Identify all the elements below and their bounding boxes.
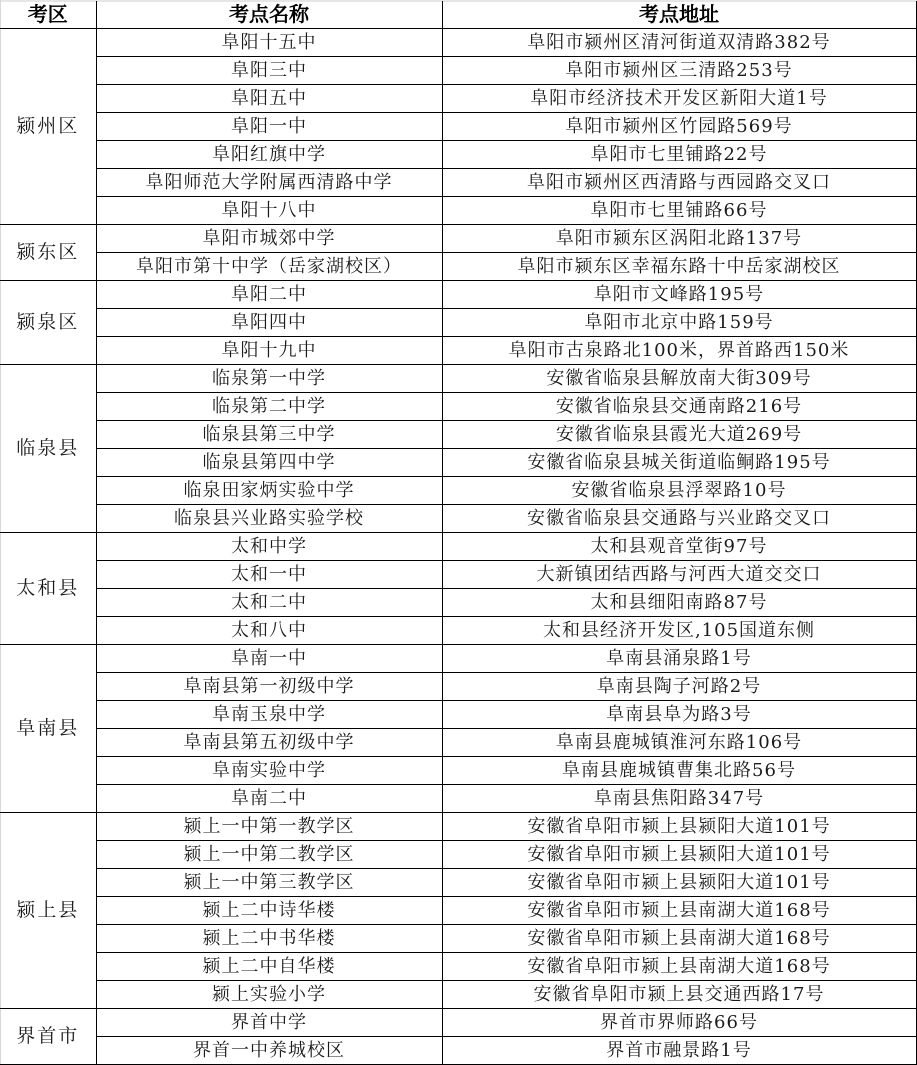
table-row — [0, 141, 916, 169]
venue-address-cell: 界首市界师路66号 — [442, 1009, 916, 1037]
venue-name-cell: 临泉县兴业路实验学校 — [96, 505, 442, 533]
table-row — [0, 169, 916, 197]
table-body — [0, 29, 916, 1065]
table-row — [0, 29, 916, 57]
district-cell: 颍泉区 — [0, 281, 96, 365]
venue-address-cell: 安徽省阜阳市颍上县南湖大道168号 — [442, 897, 916, 925]
table-row — [0, 533, 916, 561]
venue-name-cell: 阜南实验中学 — [96, 757, 442, 785]
district-cell: 太和县 — [0, 533, 96, 645]
venue-address-cell: 阜南县涌泉路1号 — [442, 645, 916, 673]
table-row — [0, 393, 916, 421]
venue-address-cell: 安徽省临泉县交通路与兴业路交叉口 — [442, 505, 916, 533]
table-row — [0, 617, 916, 645]
venue-name-cell: 阜阳十五中 — [96, 29, 442, 57]
venue-name-cell: 阜阳二中 — [96, 281, 442, 309]
venue-name-cell: 太和中学 — [96, 533, 442, 561]
table-row — [0, 57, 916, 85]
venue-address-cell: 安徽省临泉县城关街道临鲖路195号 — [442, 449, 916, 477]
district-cell: 临泉县 — [0, 365, 96, 533]
venue-name-cell: 太和二中 — [96, 589, 442, 617]
table-row — [0, 813, 916, 841]
venue-name-cell: 颍上实验小学 — [96, 981, 442, 1009]
venue-name-cell: 界首中学 — [96, 1009, 442, 1037]
venue-address-cell: 安徽省临泉县浮翠路10号 — [442, 477, 916, 505]
venue-address-cell: 安徽省阜阳市颍上县颍阳大道101号 — [442, 869, 916, 897]
table-row — [0, 673, 916, 701]
venue-address-cell: 阜南县阜为路3号 — [442, 701, 916, 729]
venue-address-cell: 阜南县陶子河路2号 — [442, 673, 916, 701]
venue-address-cell: 阜南县鹿城镇曹集北路56号 — [442, 757, 916, 785]
venue-address-cell: 界首市融景路1号 — [442, 1037, 916, 1065]
venue-address-cell: 安徽省阜阳市颍上县交通西路17号 — [442, 981, 916, 1009]
venue-name-cell: 临泉县第四中学 — [96, 449, 442, 477]
venue-name-cell: 阜阳红旗中学 — [96, 141, 442, 169]
venue-name-cell: 阜阳三中 — [96, 57, 442, 85]
table-row — [0, 85, 916, 113]
table-row — [0, 281, 916, 309]
header-row — [0, 1, 916, 29]
table-row — [0, 757, 916, 785]
venue-address-cell: 阜阳市北京中路159号 — [442, 309, 916, 337]
venue-name-cell: 阜阳四中 — [96, 309, 442, 337]
venue-address-cell: 安徽省阜阳市颍上县南湖大道168号 — [442, 925, 916, 953]
header-venue-address: 考点地址 — [442, 1, 916, 29]
table-row — [0, 897, 916, 925]
venue-address-cell: 阜阳市颍东区幸福东路十中岳家湖校区 — [442, 253, 916, 281]
venue-name-cell: 阜阳市城郊中学 — [96, 225, 442, 253]
venue-address-cell: 太和县经济开发区,105国道东侧 — [442, 617, 916, 645]
district-cell: 界首市 — [0, 1009, 96, 1065]
venue-address-cell: 阜阳市颍州区三清路253号 — [442, 57, 916, 85]
table-row — [0, 225, 916, 253]
venue-name-cell: 阜阳一中 — [96, 113, 442, 141]
table-row — [0, 925, 916, 953]
venue-address-cell: 阜阳市文峰路195号 — [442, 281, 916, 309]
venue-address-cell: 阜阳市七里铺路22号 — [442, 141, 916, 169]
venue-name-cell: 阜阳师范大学附属西清路中学 — [96, 169, 442, 197]
table-row — [0, 337, 916, 365]
venue-name-cell: 阜阳市第十中学（岳家湖校区） — [96, 253, 442, 281]
venue-name-cell: 阜南玉泉中学 — [96, 701, 442, 729]
venue-address-cell: 阜阳市经济技术开发区新阳大道1号 — [442, 85, 916, 113]
header-venue-name: 考点名称 — [96, 1, 442, 29]
venue-address-cell: 阜阳市颍东区涡阳北路137号 — [442, 225, 916, 253]
venue-address-cell: 安徽省阜阳市颍上县颍阳大道101号 — [442, 813, 916, 841]
venue-address-cell: 安徽省临泉县交通南路216号 — [442, 393, 916, 421]
venue-name-cell: 阜阳十八中 — [96, 197, 442, 225]
venue-name-cell: 阜南县第五初级中学 — [96, 729, 442, 757]
venue-address-cell: 大新镇团结西路与河西大道交交口 — [442, 561, 916, 589]
venue-name-cell: 颍上一中第一教学区 — [96, 813, 442, 841]
table-row — [0, 1009, 916, 1037]
table-row — [0, 113, 916, 141]
venue-address-cell: 阜南县鹿城镇淮河东路106号 — [442, 729, 916, 757]
table-row — [0, 841, 916, 869]
table-row — [0, 1037, 916, 1065]
table-row — [0, 645, 916, 673]
table-row — [0, 365, 916, 393]
table-row — [0, 253, 916, 281]
venue-address-cell: 阜阳市颍州区西清路与西园路交叉口 — [442, 169, 916, 197]
district-cell: 阜南县 — [0, 645, 96, 813]
table-row — [0, 197, 916, 225]
district-cell: 颍州区 — [0, 29, 96, 225]
venue-name-cell: 颍上一中第三教学区 — [96, 869, 442, 897]
venue-address-cell: 太和县细阳南路87号 — [442, 589, 916, 617]
venue-name-cell: 界首一中养城校区 — [96, 1037, 442, 1065]
table-row — [0, 309, 916, 337]
district-cell: 颍上县 — [0, 813, 96, 1009]
venue-name-cell: 临泉县第三中学 — [96, 421, 442, 449]
table-row — [0, 869, 916, 897]
venue-address-cell: 安徽省阜阳市颍上县南湖大道168号 — [442, 953, 916, 981]
venue-address-cell: 阜阳市七里铺路66号 — [442, 197, 916, 225]
venue-address-cell: 太和县观音堂街97号 — [442, 533, 916, 561]
table-row — [0, 729, 916, 757]
venue-name-cell: 阜南一中 — [96, 645, 442, 673]
venue-name-cell: 临泉第一中学 — [96, 365, 442, 393]
venue-address-cell: 阜阳市古泉路北100米，界首路西150米 — [442, 337, 916, 365]
venue-address-cell: 阜南县焦阳路347号 — [442, 785, 916, 813]
table-row — [0, 449, 916, 477]
venue-name-cell: 阜南二中 — [96, 785, 442, 813]
venue-name-cell: 临泉第二中学 — [96, 393, 442, 421]
venue-name-cell: 阜阳十九中 — [96, 337, 442, 365]
venue-address-cell: 阜阳市颍州区竹园路569号 — [442, 113, 916, 141]
venue-name-cell: 临泉田家炳实验中学 — [96, 477, 442, 505]
venue-name-cell: 颍上一中第二教学区 — [96, 841, 442, 869]
venue-name-cell: 颍上二中书华楼 — [96, 925, 442, 953]
venue-address-cell: 安徽省临泉县霞光大道269号 — [442, 421, 916, 449]
venue-address-cell: 安徽省阜阳市颍上县颍阳大道101号 — [442, 841, 916, 869]
table-row — [0, 701, 916, 729]
district-cell: 颍东区 — [0, 225, 96, 281]
venue-name-cell: 颍上二中诗华楼 — [96, 897, 442, 925]
venue-name-cell: 阜阳五中 — [96, 85, 442, 113]
exam-venue-table — [0, 1, 917, 1065]
table-row — [0, 981, 916, 1009]
venue-address-cell: 安徽省临泉县解放南大街309号 — [442, 365, 916, 393]
venue-name-cell: 颍上二中自华楼 — [96, 953, 442, 981]
header-district: 考区 — [0, 1, 96, 29]
table-row — [0, 421, 916, 449]
table-row — [0, 505, 916, 533]
venue-name-cell: 阜南县第一初级中学 — [96, 673, 442, 701]
table-row — [0, 785, 916, 813]
table-row — [0, 589, 916, 617]
table-row — [0, 561, 916, 589]
venue-name-cell: 太和八中 — [96, 617, 442, 645]
venue-name-cell: 太和一中 — [96, 561, 442, 589]
table-row — [0, 477, 916, 505]
venue-address-cell: 阜阳市颍州区清河街道双清路382号 — [442, 29, 916, 57]
table-row — [0, 953, 916, 981]
